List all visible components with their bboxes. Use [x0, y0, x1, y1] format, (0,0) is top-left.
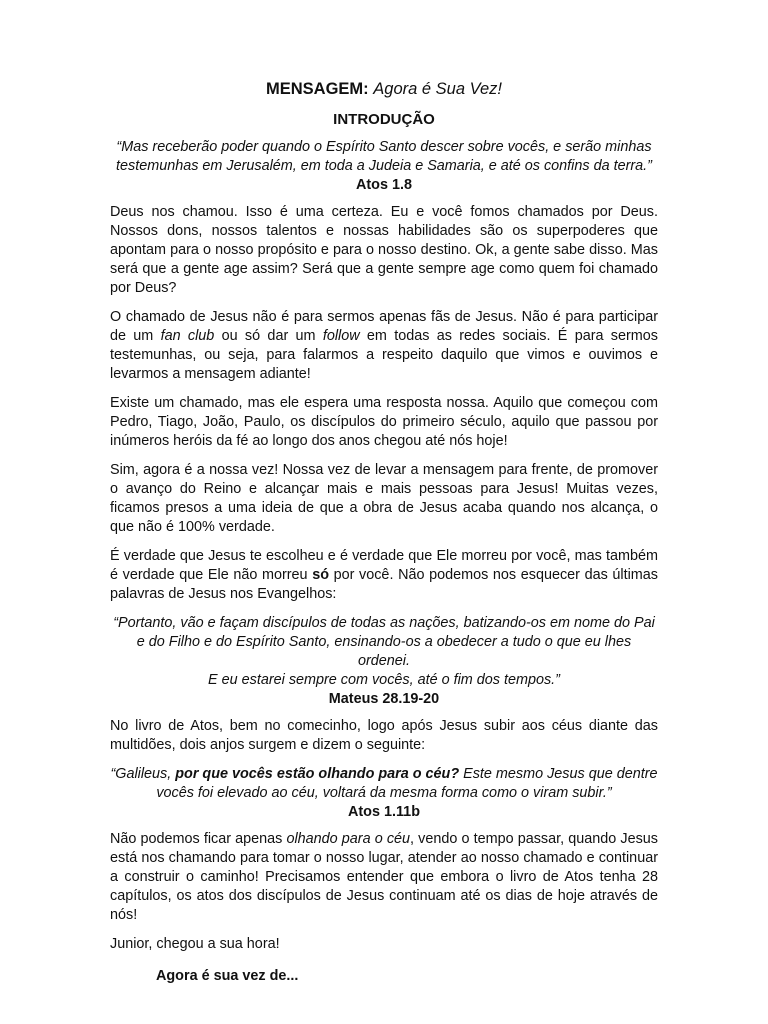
text-run: por você. Não podemos nos esquecer das últimas palavras de Jesus nos Evangelhos: — [110, 567, 658, 602]
paragraph-2 — [110, 308, 658, 384]
quote-reference: Mateus 28.19-20 — [328, 691, 440, 707]
bible-quote-matthew — [110, 614, 658, 709]
paragraph-3: Existe um chamado, mas ele espera uma resposta nossa. Aquilo que começou com Pedro, Tiago, João, Paulo, os discípulos do primeiro século, aquilo que passou por inúmeros heróis da fé ao longo dos anos chegou até nós hoje! — [110, 395, 658, 449]
text-run: , vendo o tempo passar, quando Jesus está nos chamando para tomar o nosso lugar, atender ao nosso chamado e continuar a construir o caminho! Precisamos entender que embora o livro de Atos tenha 28 capítulos, os atos dos discípulos de Jesus continuam até os dias de hoje através de nós! — [110, 831, 658, 923]
paragraph-6: No livro de Atos, bem no comecinho, logo após Jesus subir aos céus diante das multidões, dois anjos surgem e dizem o seguinte: — [110, 718, 658, 753]
title-text: Agora é Sua Vez! — [373, 80, 502, 98]
paragraph-4: Sim, agora é a nossa vez! Nossa vez de levar a mensagem para frente, de promover o avanço do Reino e alcançar mais e mais pessoas para Jesus! Muitas vezes, ficamos presos a uma ideia de que a obra de Jesus acaba quando nos alcança, o que não é 100% verdade. — [110, 462, 658, 535]
section-heading: INTRODUÇÃO — [333, 111, 435, 128]
text-run: O chamado de Jesus não é para sermos apenas fãs de Jesus. Não é para participar de um — [110, 309, 658, 344]
text-run-italic: olhando para o céu — [286, 831, 411, 847]
title-label: MENSAGEM: — [266, 80, 369, 98]
paragraph-1: Deus nos chamou. Isso é uma certeza. Eu e você fomos chamados por Deus. Nossos dons, nossos talentos e nossas habilidades são os superpoderes que apontam para o nosso propósito e para o nosso destino. Ok, a gente sabe disso. Mas será que a gente age assim? Será que a gente sempre age como quem foi chamado por Deus? — [110, 204, 658, 296]
paragraph-8: Junior, chegou a sua hora! — [110, 936, 280, 952]
quote-text-bold: por que vocês estão olhando para o céu? — [175, 766, 460, 782]
text-run: ou só dar um — [214, 328, 323, 344]
text-run-italic: follow — [322, 328, 360, 344]
bible-quote-acts-1-11 — [110, 765, 658, 822]
quote-text: “Mas receberão poder quando o Espírito Santo descer sobre vocês, e serão minhas testemunhas em Jerusalém, em toda a Judeia e Samaria, e até os confins da terra.” — [116, 139, 652, 174]
closing-line: Agora é sua vez de... — [156, 968, 299, 984]
paragraph-5 — [110, 547, 658, 604]
quote-reference: Atos 1.8 — [356, 177, 412, 193]
quote-text: “Portanto, vão e façam discípulos de todas as nações, batizando-os em nome do Pai e do Filho e do Espírito Santo, ensinando-os a obedecer a tudo o que eu lhes ordenei. — [113, 615, 655, 669]
text-run: em todas as redes sociais. É para sermos testemunhas, ou seja, para falarmos a respeito daquilo que vimos e ouvimos e levarmos a mensagem adiante! — [110, 328, 658, 382]
quote-reference: Atos 1.11b — [348, 804, 420, 820]
text-run-italic: fan club — [160, 328, 215, 344]
paragraph-7 — [110, 830, 658, 925]
text-run-bold: só — [312, 567, 329, 583]
text-run: É verdade que Jesus te escolheu e é verdade que Ele morreu por você, mas também é verdade que Ele não morreu — [110, 548, 658, 583]
text-run: Não podemos ficar apenas — [110, 831, 287, 847]
page-title — [110, 80, 658, 99]
quote-text: Este mesmo Jesus que dentre vocês foi elevado ao céu, voltará da mesma forma como o viram subir.” — [156, 766, 658, 801]
quote-text-continued: E eu estarei sempre com vocês, até o fim dos tempos.” — [208, 672, 560, 688]
bible-quote-acts-1-8 — [110, 138, 658, 195]
quote-text: “Galileus, — [110, 766, 176, 782]
